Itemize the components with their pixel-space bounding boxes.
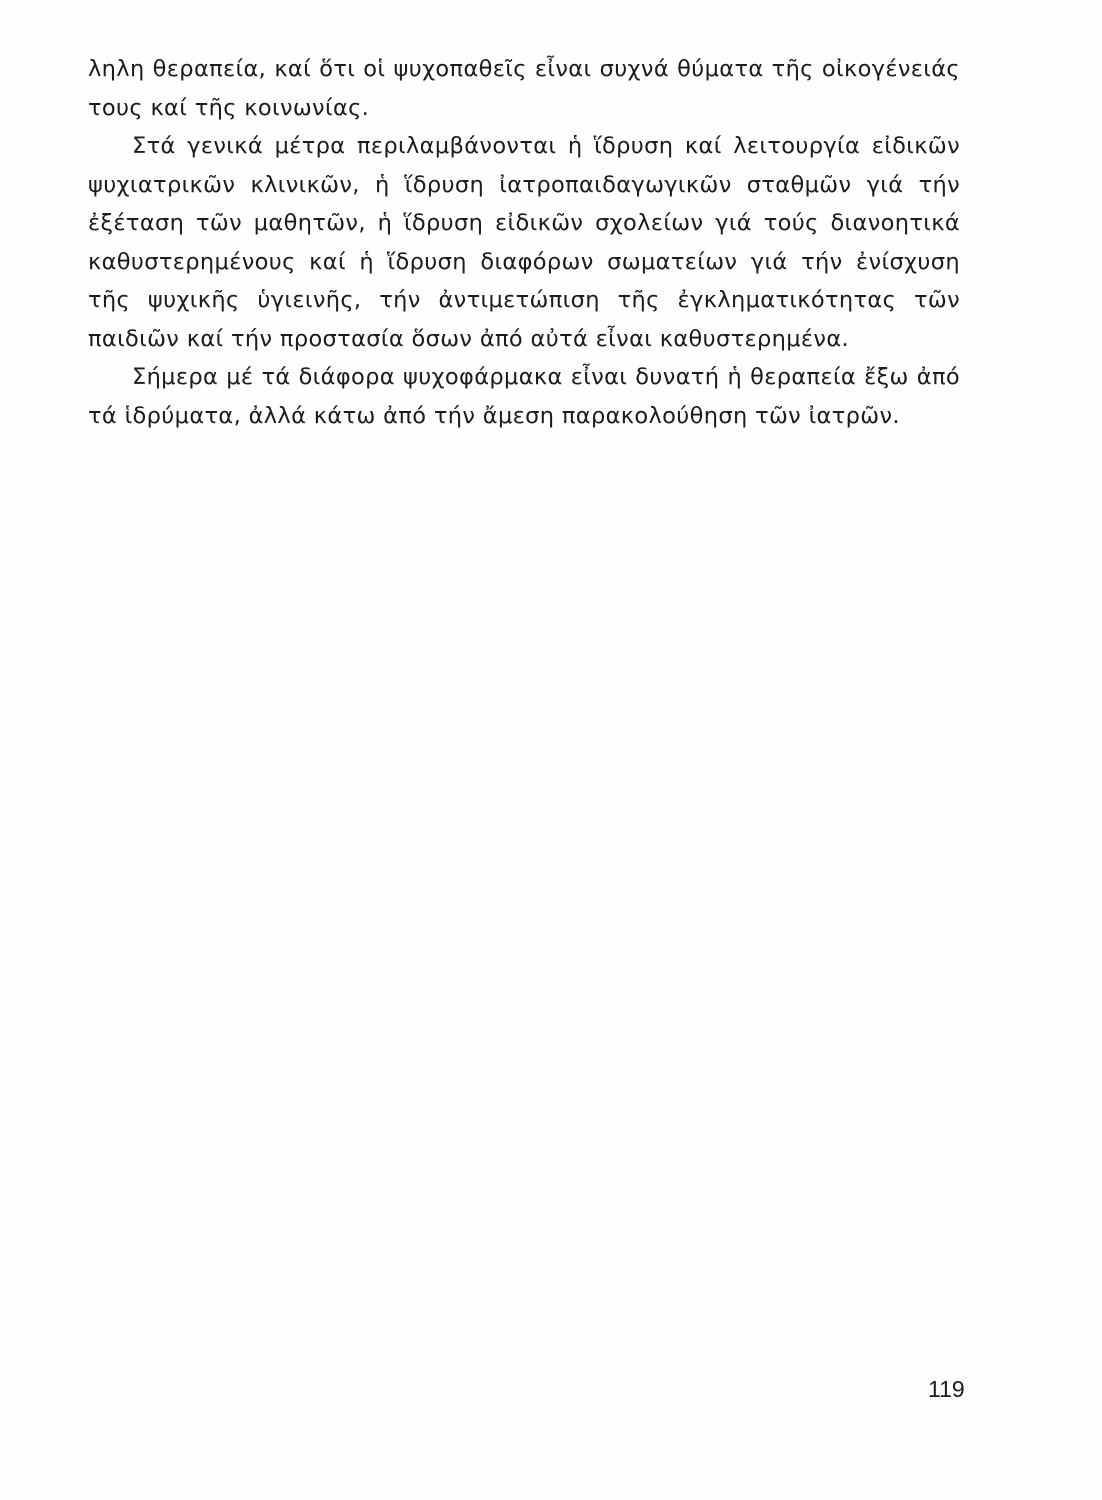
- paragraph-general-measures: Στά γενικά μέτρα περιλαμβάνονται ἡ ἵδρυση καί λειτουργία εἰδικῶν ψυχιατρικῶν κλινικῶν, ἡ ἵδρυση ἰατροπαιδαγωγικῶν σταθμῶν γιά τήν ἐξέταση τῶν μαθητῶν, ἡ ἵδρυση εἰδικῶν σχολείων γιά τούς διανοητικά καθυστερημένους καί ἡ ἵδρυση διαφόρων σωματείων γιά τήν ἐνίσχυση τῆς ψυχικῆς ὑγιεινῆς, τήν ἀντιμετώπιση τῆς ἐγκληματικότητας τῶν παιδιῶν καί τήν προστασία ὅσων ἀπό αὐτά εἶναι καθυστερημένα.: [88, 133, 960, 352]
- page-number: 119: [928, 1376, 965, 1402]
- paragraph-psychopharmaceuticals: Σήμερα μέ τά διάφορα ψυχοφάρμακα εἶναι δυνατή ἡ θεραπεία ἔξω ἀπό τά ἱδρύματα, ἀλλά κάτω ἀπό τήν ἄμεση παρακολούθηση τῶν ἰατρῶν.: [88, 364, 960, 429]
- body-text: [88, 50, 960, 435]
- paragraph-continuation: ληλη θεραπεία, καί ὅτι οἱ ψυχοπαθεῖς εἶναι συχνά θύματα τῆς οἰκογένειάς τους καί τῆς κοινωνίας.: [88, 56, 960, 121]
